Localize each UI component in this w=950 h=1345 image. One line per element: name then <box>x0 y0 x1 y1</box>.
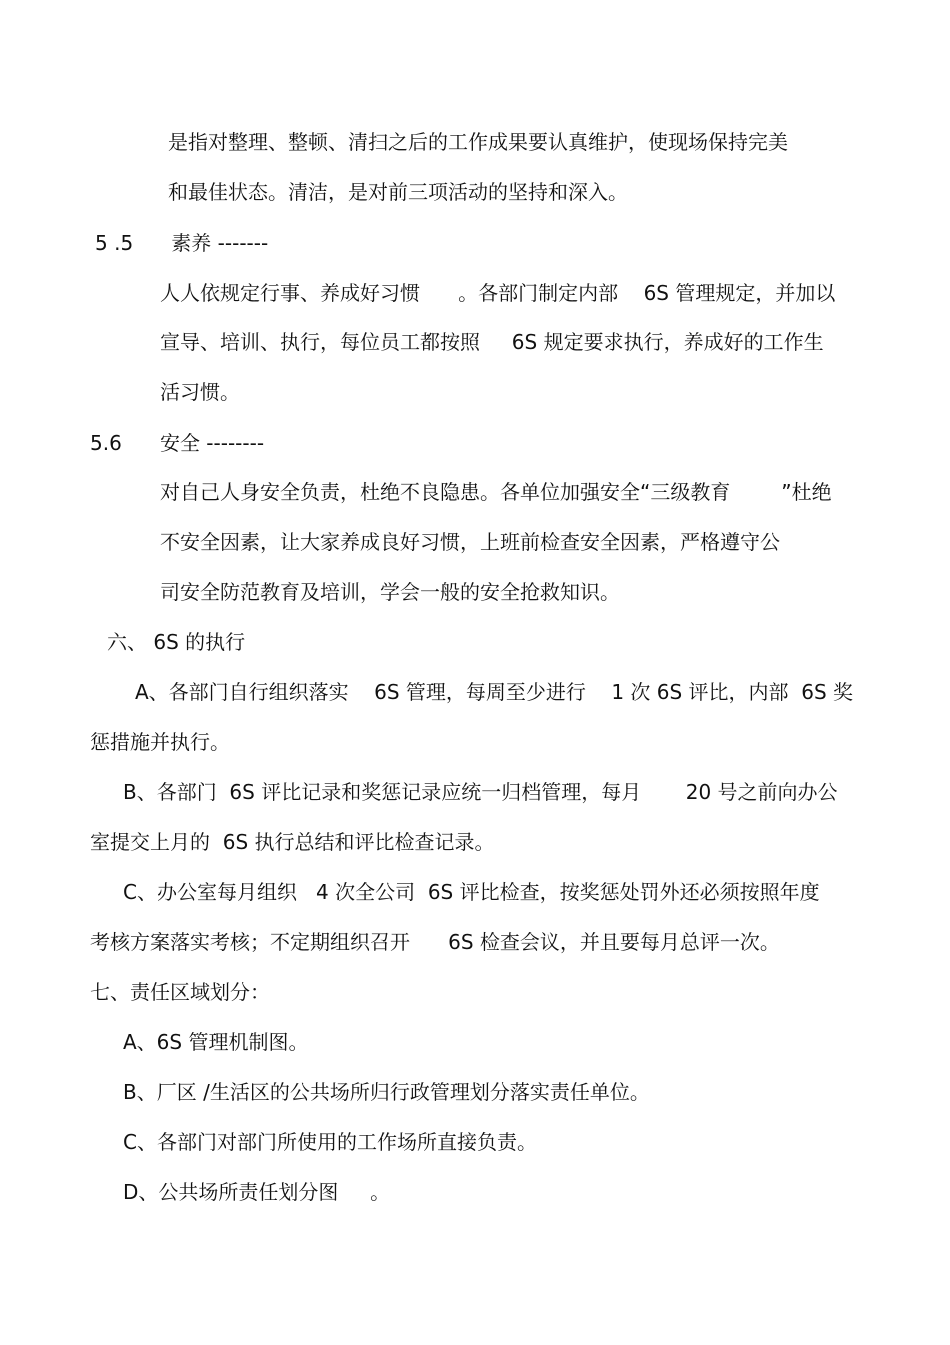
list-item-b: B、厂区 /生活区的公共场所归行政管理划分落实责任单位。 <box>123 1080 650 1104</box>
text-line-17: 考核方案落实考核；不定期组织召开 6S 检查会议，并且要每月总评一次。 <box>90 930 780 954</box>
text-line-13: 惩措施并执行。 <box>90 730 230 754</box>
text-line-1: 是指对整理、整顿、清扫之后的工作成果要认真维护，使现场保持完美 <box>168 130 788 154</box>
section-heading-5-6: 5.6 安全 -------- <box>90 431 265 455</box>
text-line-8: 对自己人身安全负责，杜绝不良隐患。各单位加强安全“三级教育 ”杜绝 <box>160 480 832 504</box>
list-item-a: A、6S 管理机制图。 <box>123 1030 309 1054</box>
text-line-16: C、办公室每月组织 4 次全公司 6S 评比检查，按奖惩处罚外还必须按照年度 <box>123 880 820 904</box>
text-line-15: 室提交上月的 6S 执行总结和评比检查记录。 <box>90 830 495 854</box>
text-line-9: 不安全因素，让大家养成良好习惯，上班前检查安全因素，严格遵守公 <box>160 530 780 554</box>
section-heading-6: 六、 6S 的执行 <box>107 630 246 654</box>
text-line-4: 人人依规定行事、养成好习惯 。各部门制定内部 6S 管理规定，并加以 <box>160 281 836 305</box>
section-heading-5-5: 5 .5 素养 ------- <box>95 231 269 255</box>
text-line-12: A、各部门自行组织落实 6S 管理，每周至少进行 1 次 6S 评比，内部 6S 奖 <box>135 680 854 704</box>
list-item-d: D、公共场所责任划分图 。 <box>123 1180 391 1204</box>
text-line-14: B、各部门 6S 评比记录和奖惩记录应统一归档管理，每月 20 号之前向办公 <box>123 780 838 804</box>
text-line-2: 和最佳状态。清洁，是对前三项活动的坚持和深入。 <box>168 180 628 204</box>
section-heading-7: 七、责任区域划分： <box>90 980 270 1004</box>
text-line-6: 活习惯。 <box>160 380 240 404</box>
text-line-10: 司安全防范教育及培训，学会一般的安全抢救知识。 <box>160 580 620 604</box>
list-item-c: C、各部门对部门所使用的工作场所直接负责。 <box>123 1130 537 1154</box>
text-line-5: 宣导、培训、执行，每位员工都按照 6S 规定要求执行，养成好的工作生 <box>160 330 824 354</box>
